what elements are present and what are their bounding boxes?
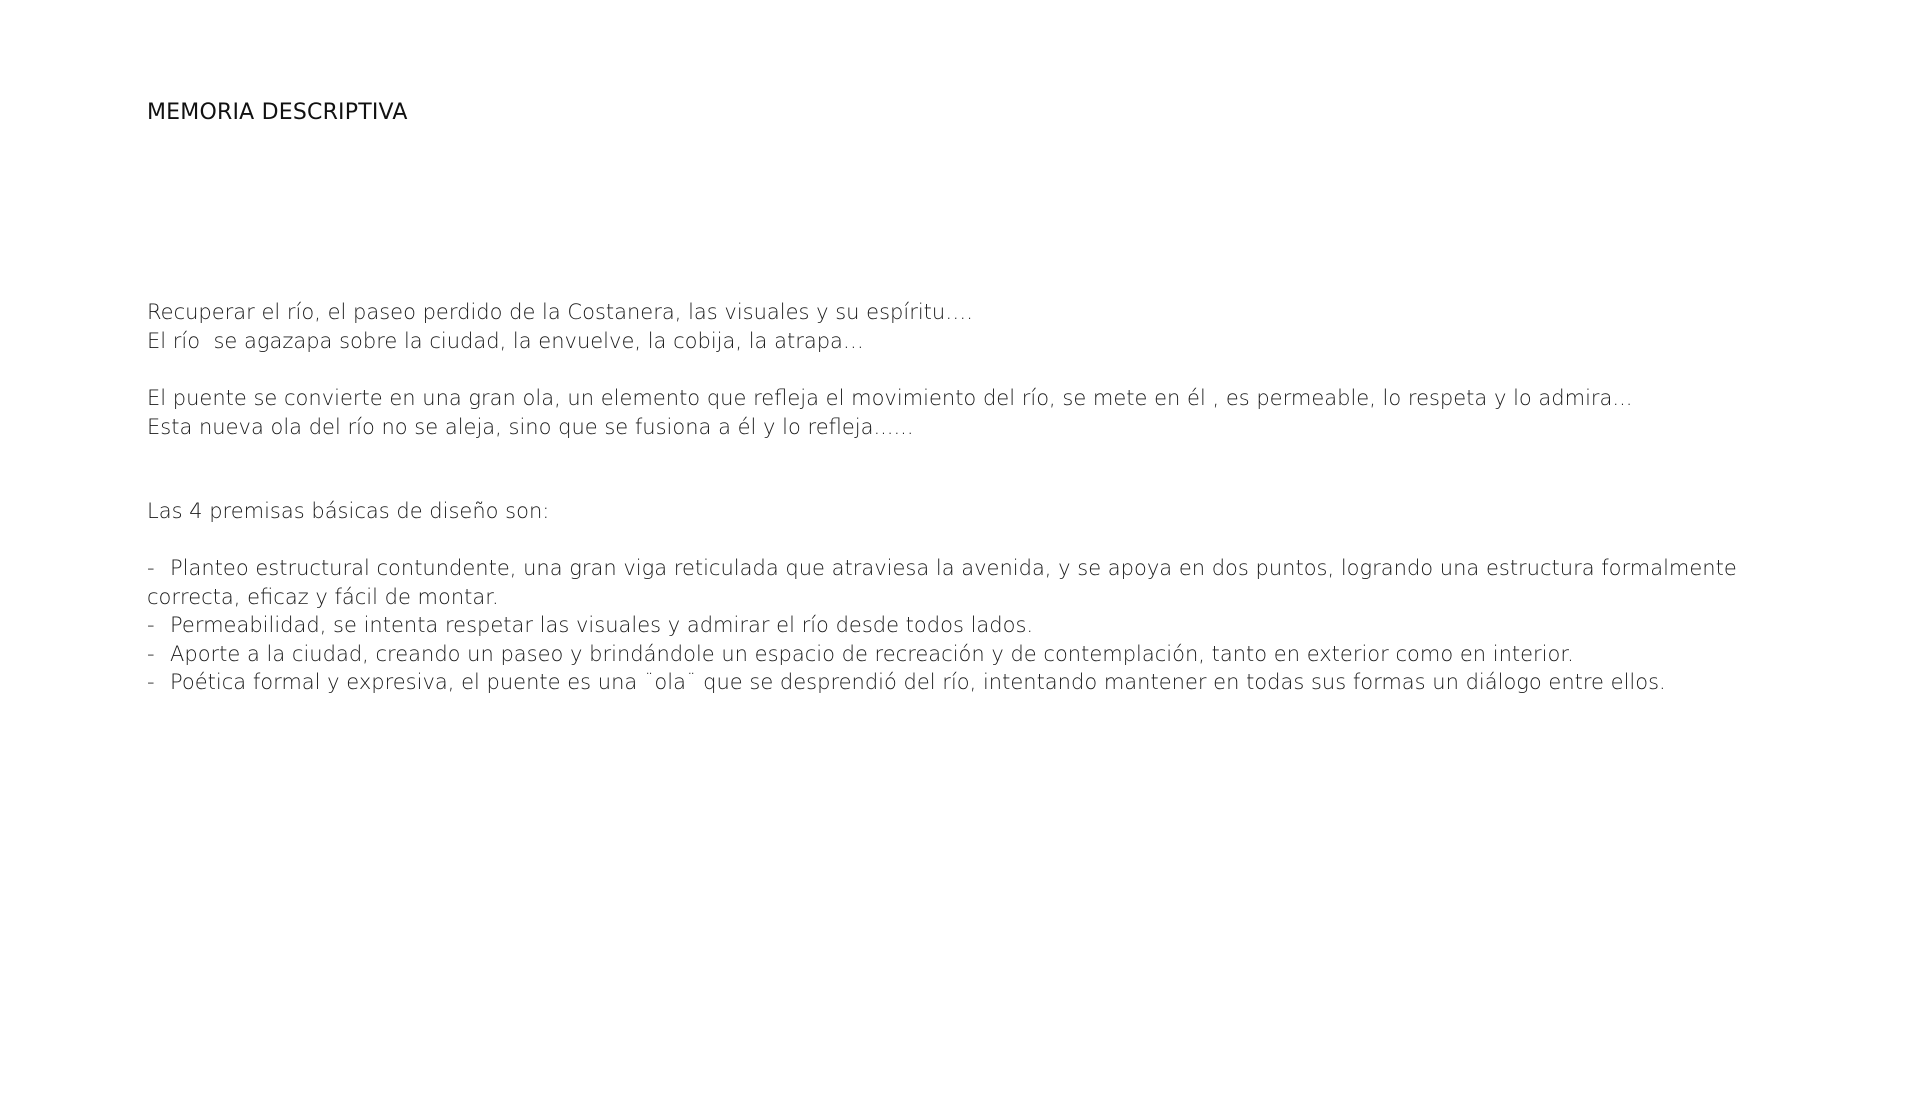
list-item-text: Planteo estructural contundente, una gran viga reticulada que atraviesa la avenida, y se apoya en dos puntos, logrando una estructura formalmente correcta, eficaz y fácil de montar. — [147, 556, 1737, 609]
list-dash: - — [147, 613, 155, 637]
premisas-list-container — [147, 554, 1787, 697]
intro-line-1: Recuperar el río, el paseo perdido de la Costanera, las visuales y su espíritu…. — [147, 300, 973, 324]
list-item-text: Poética formal y expresiva, el puente es una ¨ola¨ que se desprendió del río, intentando mantener en todas sus formas un diálogo entre ellos. — [170, 670, 1666, 694]
intro-line-2: El río se agazapa sobre la ciudad, la envuelve, la cobija, la atrapa… — [147, 328, 864, 353]
list-item — [147, 640, 1787, 669]
premisas-heading: Las 4 premisas básicas de diseño son: — [147, 499, 550, 523]
list-dash: - — [147, 641, 155, 666]
page-title: MEMORIA DESCRIPTIVA — [147, 100, 408, 125]
list-item-text: Permeabilidad, se intenta respetar las visuales y admirar el río desde todos lados. — [170, 613, 1034, 637]
list-item — [147, 554, 1787, 611]
list-item — [147, 668, 1787, 697]
list-item — [147, 611, 1787, 640]
intro-paragraph — [147, 298, 1787, 355]
list-item-text: Aporte a la ciudad, creando un paseo y brindándole un espacio de recreación y de contemplación, tanto en exterior como en interior. — [170, 641, 1574, 666]
puente-paragraph — [147, 384, 1787, 441]
puente-line-2: Esta nueva ola del río no se aleja, sino que se fusiona a él y lo refleja...... — [147, 414, 914, 439]
list-dash: - — [147, 556, 155, 580]
premisas-list — [147, 554, 1787, 697]
list-dash: - — [147, 670, 155, 694]
puente-line-1: El puente se convierte en una gran ola, un elemento que refleja el movimiento del río, se mete en él , es permeable, lo respeta y lo admira... — [147, 386, 1633, 410]
